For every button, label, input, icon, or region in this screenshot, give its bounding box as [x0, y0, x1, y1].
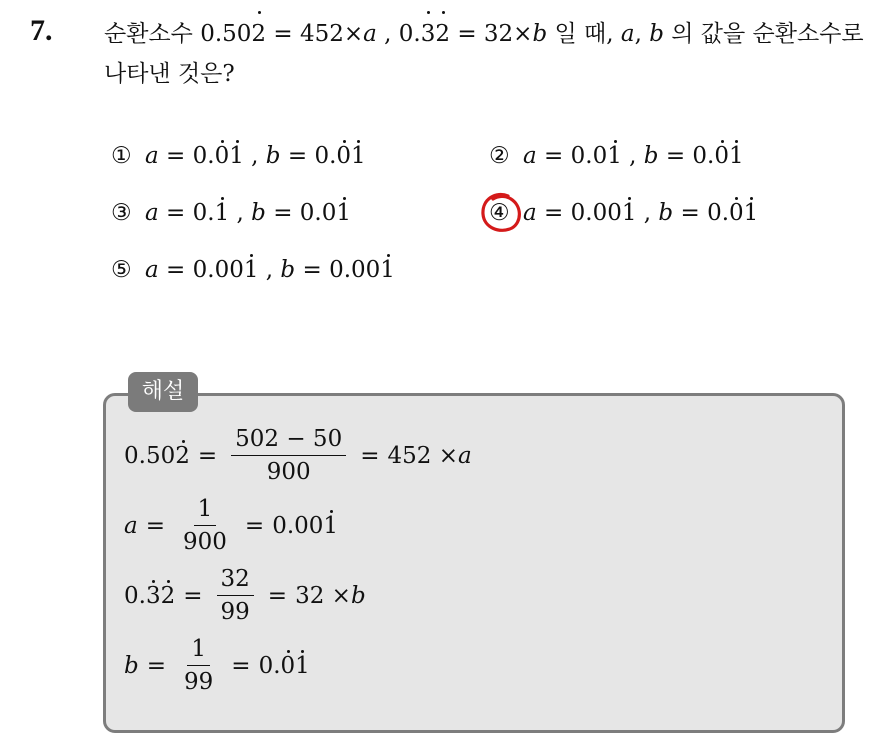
- choice-2-a-pre: 0.0: [570, 143, 608, 169]
- eq3-lhs-dot1: 3: [145, 582, 161, 609]
- choice-5-b-var: b: [280, 257, 296, 283]
- eq2-lhs-var: a: [124, 512, 138, 539]
- choice-4-eq-b: =: [673, 200, 708, 226]
- choice-2-b-dot1: 0: [714, 143, 730, 169]
- choice-5-b-dot2: 1: [380, 257, 395, 283]
- q-b-lhs: 0.: [398, 21, 421, 47]
- choice-4-sep: ,: [636, 200, 659, 226]
- eq1-denominator: 900: [266, 459, 311, 485]
- choice-2-b-pre: 0.: [692, 143, 715, 169]
- q-b-lhs-dot2: 2: [435, 14, 450, 54]
- choice-2-a-dot2: 1: [607, 143, 622, 169]
- eq2-denominator: 900: [183, 529, 227, 555]
- q-comma: ,: [634, 21, 650, 47]
- choice-2-eq-b: =: [658, 143, 693, 169]
- choice-4-b-var: b: [658, 200, 674, 226]
- eq3-denominator: 99: [220, 599, 250, 625]
- choice-1-b-dot2: 1: [351, 143, 366, 169]
- choice-1-a-var: a: [145, 143, 159, 169]
- choice-2-mark: ②: [489, 143, 510, 169]
- q-a-lhs: 0.50: [200, 21, 252, 47]
- eq3-rhs-var: b: [350, 582, 366, 609]
- choice-1[interactable]: [111, 143, 366, 169]
- q-b-rhs: = 32×: [450, 21, 533, 47]
- eq2-rhs: 0.00: [272, 512, 324, 539]
- eq3-numerator: 32: [217, 565, 254, 596]
- eq1-numerator: 502 − 50: [231, 425, 346, 456]
- q-pre: 순환소수: [104, 21, 201, 47]
- choice-4-a-pre: 0.00: [570, 200, 622, 226]
- choice-3-a-var: a: [145, 200, 159, 226]
- choice-5-eq-b: =: [295, 257, 330, 283]
- eq1-equals-2: =: [360, 442, 380, 469]
- answer-circle-mark: [478, 190, 524, 236]
- choice-4-a-dot2: 1: [621, 200, 637, 226]
- eq4-denominator: 99: [184, 669, 214, 695]
- eq2-numerator: 1: [194, 495, 217, 526]
- question-line-2: 나타낸 것은?: [104, 61, 235, 87]
- solution-eq-3: [124, 565, 366, 626]
- eq4-equals: =: [146, 652, 167, 679]
- solution-eq-2: [124, 495, 338, 556]
- choice-5-a-dot2: 1: [243, 257, 259, 283]
- eq2-equals-2: =: [244, 512, 265, 539]
- solution-label: 해설: [128, 372, 198, 412]
- choice-5-b-pre: 0.00: [329, 257, 381, 283]
- choice-2[interactable]: [489, 143, 744, 169]
- choice-1-b-var: b: [265, 143, 281, 169]
- q-b-lhs-dot1: 3: [421, 14, 436, 54]
- choice-3-a-dot2: 1: [214, 200, 230, 226]
- choice-3-b-pre: 0.0: [299, 200, 337, 226]
- choice-3-eq-b: =: [265, 200, 300, 226]
- choice-4[interactable]: [489, 200, 758, 226]
- solution-eq-1: [124, 425, 472, 486]
- eq4-rhs-dot2: 1: [295, 652, 310, 679]
- eq4-numerator: 1: [187, 635, 210, 666]
- eq3-lhs: 0.: [124, 582, 146, 609]
- q-sep: ,: [376, 21, 399, 47]
- choice-2-eq-a: =: [536, 143, 571, 169]
- choice-4-a-var: a: [523, 200, 537, 226]
- q-var-b: b: [649, 21, 664, 47]
- eq4-rhs-dot1: 0: [280, 652, 296, 679]
- eq3-lhs-dot2: 2: [160, 582, 176, 609]
- eq4-fraction: [180, 635, 217, 696]
- choice-2-a-var: a: [523, 143, 537, 169]
- choice-4-b-dot1: 0: [729, 200, 744, 226]
- choice-1-mark: ①: [111, 143, 132, 169]
- choice-1-eq-a: =: [158, 143, 193, 169]
- q-var-a: a: [620, 21, 635, 47]
- choice-4-b-pre: 0.: [707, 200, 730, 226]
- eq1-rhs: 452 ×: [387, 442, 458, 469]
- eq1-lhs-dot: 2: [175, 442, 190, 469]
- eq4-rhs: 0.: [258, 652, 281, 679]
- q-a-lhs-dot: 2: [251, 14, 266, 54]
- choice-2-sep: ,: [621, 143, 644, 169]
- eq3-fraction: [217, 565, 254, 626]
- choice-1-a-dot1: 0: [214, 143, 230, 169]
- eq2-fraction: [179, 495, 231, 556]
- choice-3-b-var: b: [251, 200, 266, 226]
- question-number: 7.: [30, 14, 53, 47]
- choice-3-eq-a: =: [158, 200, 193, 226]
- choice-1-a-pre: 0.: [192, 143, 215, 169]
- choice-4-mark: ④: [489, 200, 510, 226]
- choice-3-mark: ③: [111, 200, 132, 226]
- choice-5-a-pre: 0.00: [192, 257, 244, 283]
- solution-eq-4: [124, 635, 310, 696]
- eq3-rhs: 32 ×: [295, 582, 351, 609]
- choice-3-sep: ,: [229, 200, 252, 226]
- choice-5[interactable]: [111, 257, 395, 283]
- q-a-var: a: [363, 21, 377, 47]
- q-post2: 의 값을 순환소수로: [663, 21, 864, 47]
- q-a-rhs: = 452×: [266, 21, 364, 47]
- choice-3[interactable]: [111, 200, 351, 226]
- eq1-rhs-var: a: [457, 442, 472, 469]
- choice-4-b-dot2: 1: [743, 200, 759, 226]
- choice-1-b-pre: 0.: [314, 143, 337, 169]
- choice-1-b-dot1: 0: [336, 143, 352, 169]
- eq1-lhs: 0.50: [124, 442, 176, 469]
- choice-5-a-var: a: [145, 257, 159, 283]
- eq2-equals: =: [145, 512, 165, 539]
- choice-5-mark: ⑤: [111, 257, 132, 283]
- eq3-equals-2: =: [267, 582, 288, 609]
- q-b-var: b: [532, 21, 548, 47]
- choice-5-sep: ,: [258, 257, 281, 283]
- eq4-equals-2: =: [231, 652, 251, 679]
- eq3-equals: =: [183, 582, 203, 609]
- choice-1-sep: ,: [243, 143, 266, 169]
- choice-1-eq-b: =: [280, 143, 315, 169]
- eq1-fraction: [231, 425, 346, 486]
- choice-2-b-dot2: 1: [729, 143, 744, 169]
- eq4-lhs-var: b: [124, 652, 139, 679]
- choice-3-a-pre: 0.: [192, 200, 215, 226]
- question-line-1: [104, 14, 874, 54]
- question-text: [104, 14, 874, 94]
- eq2-rhs-dot: 1: [323, 512, 339, 539]
- choice-4-eq-a: =: [536, 200, 571, 226]
- choice-2-b-var: b: [643, 143, 659, 169]
- choice-1-a-dot2: 1: [229, 143, 244, 169]
- choice-3-b-dot2: 1: [336, 200, 352, 226]
- q-post1: 일 때,: [547, 21, 621, 47]
- eq1-equals: =: [197, 442, 218, 469]
- choice-5-eq-a: =: [158, 257, 193, 283]
